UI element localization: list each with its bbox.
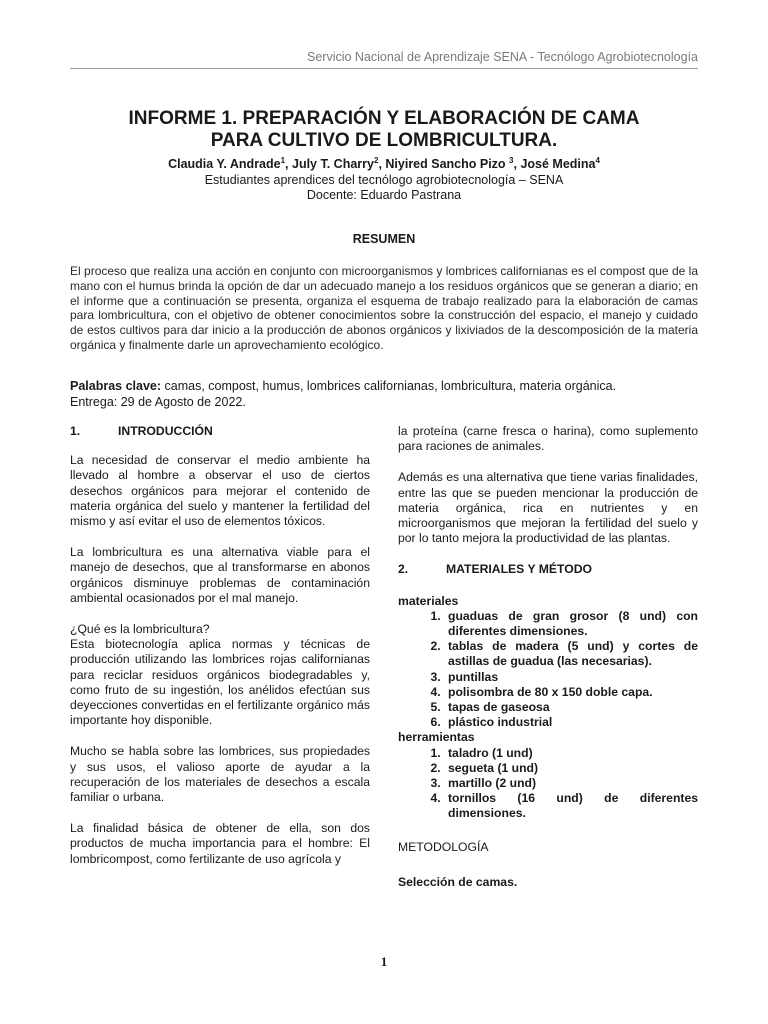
paragraph: Mucho se habla sobre las lombrices, sus propiedades y sus usos, el valioso aporte de ayudar a la recuperación de los materiales de desechos a escala familiar o urbana. <box>70 744 370 805</box>
list-item: 3. martillo (2 und) <box>444 776 698 791</box>
materiales-list <box>398 609 698 731</box>
section-title: INTRODUCCIÓN <box>118 424 213 438</box>
author-name: Niyired Sancho Pizo <box>385 157 510 172</box>
metodologia-heading: METODOLOGÍA <box>398 839 489 854</box>
affiliation: Estudiantes aprendices del tecnólogo agrobiotecnología – SENA <box>204 173 564 187</box>
title-line-2: PARA CULTIVO DE LOMBRICULTURA. <box>210 130 558 151</box>
section-heading-intro <box>70 424 370 439</box>
list-item: 4. tornillos (16 und) de diferentes dimensiones. <box>444 791 698 821</box>
paragraph: La finalidad básica de obtener de ella, son dos productos de mucha importancia para el hombre: El lombricompost, como fertilizante de uso agrícola y <box>70 821 370 866</box>
title-line-1: INFORME 1. PREPARACIÓN Y ELABORACIÓN DE CAMA <box>128 108 640 129</box>
list-item: 5. tapas de gaseosa <box>444 700 698 715</box>
paragraph: Esta biotecnología aplica normas y técnicas de producción utilizando las lombrices rojas californianas para reciclar residuos orgánicos biodegradables y, como fruto de su ingestión, los anélidos efectúan sus deyecciones convertidas en el fertilizante orgánico más importante hoy disponible. <box>70 637 370 728</box>
materiales-label: materiales <box>398 593 459 608</box>
paragraph: La lombricultura es una alternativa viable para el manejo de desechos, que al transformarse en abonos orgánicos disminuye problemas de contaminación ambiental ocasionados por el mal manejo. <box>70 545 370 605</box>
page-number: 1 <box>380 954 388 969</box>
entrega-date: Entrega: 29 de Agosto de 2022. <box>70 395 246 409</box>
paragraph: la proteína (carne fresca o harina), como suplemento para raciones de animales. <box>398 424 698 454</box>
running-header: Servicio Nacional de Aprendizaje SENA - Tecnólogo Agrobiotecnología <box>70 50 698 69</box>
list-item: 6. plástico industrial <box>444 715 698 730</box>
list-item: 1. guaduas de gran grosor (8 und) con diferentes dimensiones. <box>444 609 698 639</box>
resumen-text: El proceso que realiza una acción en conjunto con microorganismos y lombrices californianas es el compost que de la mano con el humus brinda la opción de dar un adecuado manejo a los residuos orgánicos que se generan a diario; en el informe que a continuación se presenta, organiza el esquema de trabajo realizado para la elaboración de camas para lombricultura, con el objetivo de obtener conocimientos sobre la construcción del espacio, el manejo y cuidado de estos cultivos para dar inicio a la producción de abonos orgánicos y lixiviados de la descomposición de la materia orgánica y finalmente darle un aprovechamiento ecológico. <box>70 264 698 352</box>
herramientas-list <box>398 746 698 822</box>
section-heading-materiales <box>398 562 698 577</box>
author-sup: 4 <box>595 156 600 165</box>
keywords-value: camas, compost, humus, lombrices californianas, lombricultura, materia orgánica. <box>161 379 617 393</box>
section-title: MATERIALES Y MÉTODO <box>446 562 593 577</box>
question: ¿Qué es la lombricultura? <box>70 622 210 637</box>
authors-line: Claudia Y. Andrade$^1$, July T. Charry$^2$, Niyired Sancho Pizo $^3$, José Medina$^4$ <box>168 156 600 172</box>
author-name: July T. Charry <box>292 157 374 172</box>
resumen-heading: RESUMEN <box>352 232 416 246</box>
list-item: 3. puntillas <box>444 670 698 685</box>
section-number: 2. <box>398 562 409 577</box>
document-title <box>70 108 698 152</box>
keywords-label: Palabras clave: <box>70 379 162 393</box>
seleccion-heading: Selección de camas. <box>398 874 518 889</box>
section-number: 1. <box>70 424 81 438</box>
herramientas-label: herramientas <box>398 730 475 745</box>
right-column <box>398 424 698 890</box>
docente: Docente: Eduardo Pastrana <box>306 188 462 202</box>
paragraph: Además es una alternativa que tiene varias finalidades, entre las que se pueden mencionar la producción de materia orgánica, rica en nutrientes y en microorganismos que mejoran la fertilidad del suelo y por lo tanto mejora la productividad de las plantas. <box>398 470 698 546</box>
list-item: 4. polisombra de 80 x 150 doble capa. <box>444 685 698 700</box>
keywords-block <box>70 378 698 410</box>
left-column <box>70 424 370 883</box>
author-name: Claudia Y. Andrade <box>168 157 281 172</box>
paragraph: La necesidad de conservar el medio ambiente ha llevado al hombre a observar el uso de ciertos desechos orgánicos para mejorar el contenido de materia orgánica del suelo y mantener la fertilidad del mismo y así evitar el uso de elementos tóxicos. <box>70 453 370 529</box>
list-item: 2. tablas de madera (5 und) y cortes de astillas de guadua (las necesarias). <box>444 639 698 669</box>
list-item: 2. segueta (1 und) <box>444 761 698 776</box>
author-sup: 3 <box>509 156 514 165</box>
author-name: José Medina <box>520 157 596 172</box>
author-sup: 2 <box>373 156 379 165</box>
list-item: 1. taladro (1 und) <box>444 746 698 761</box>
author-sup: 1 <box>280 156 286 165</box>
